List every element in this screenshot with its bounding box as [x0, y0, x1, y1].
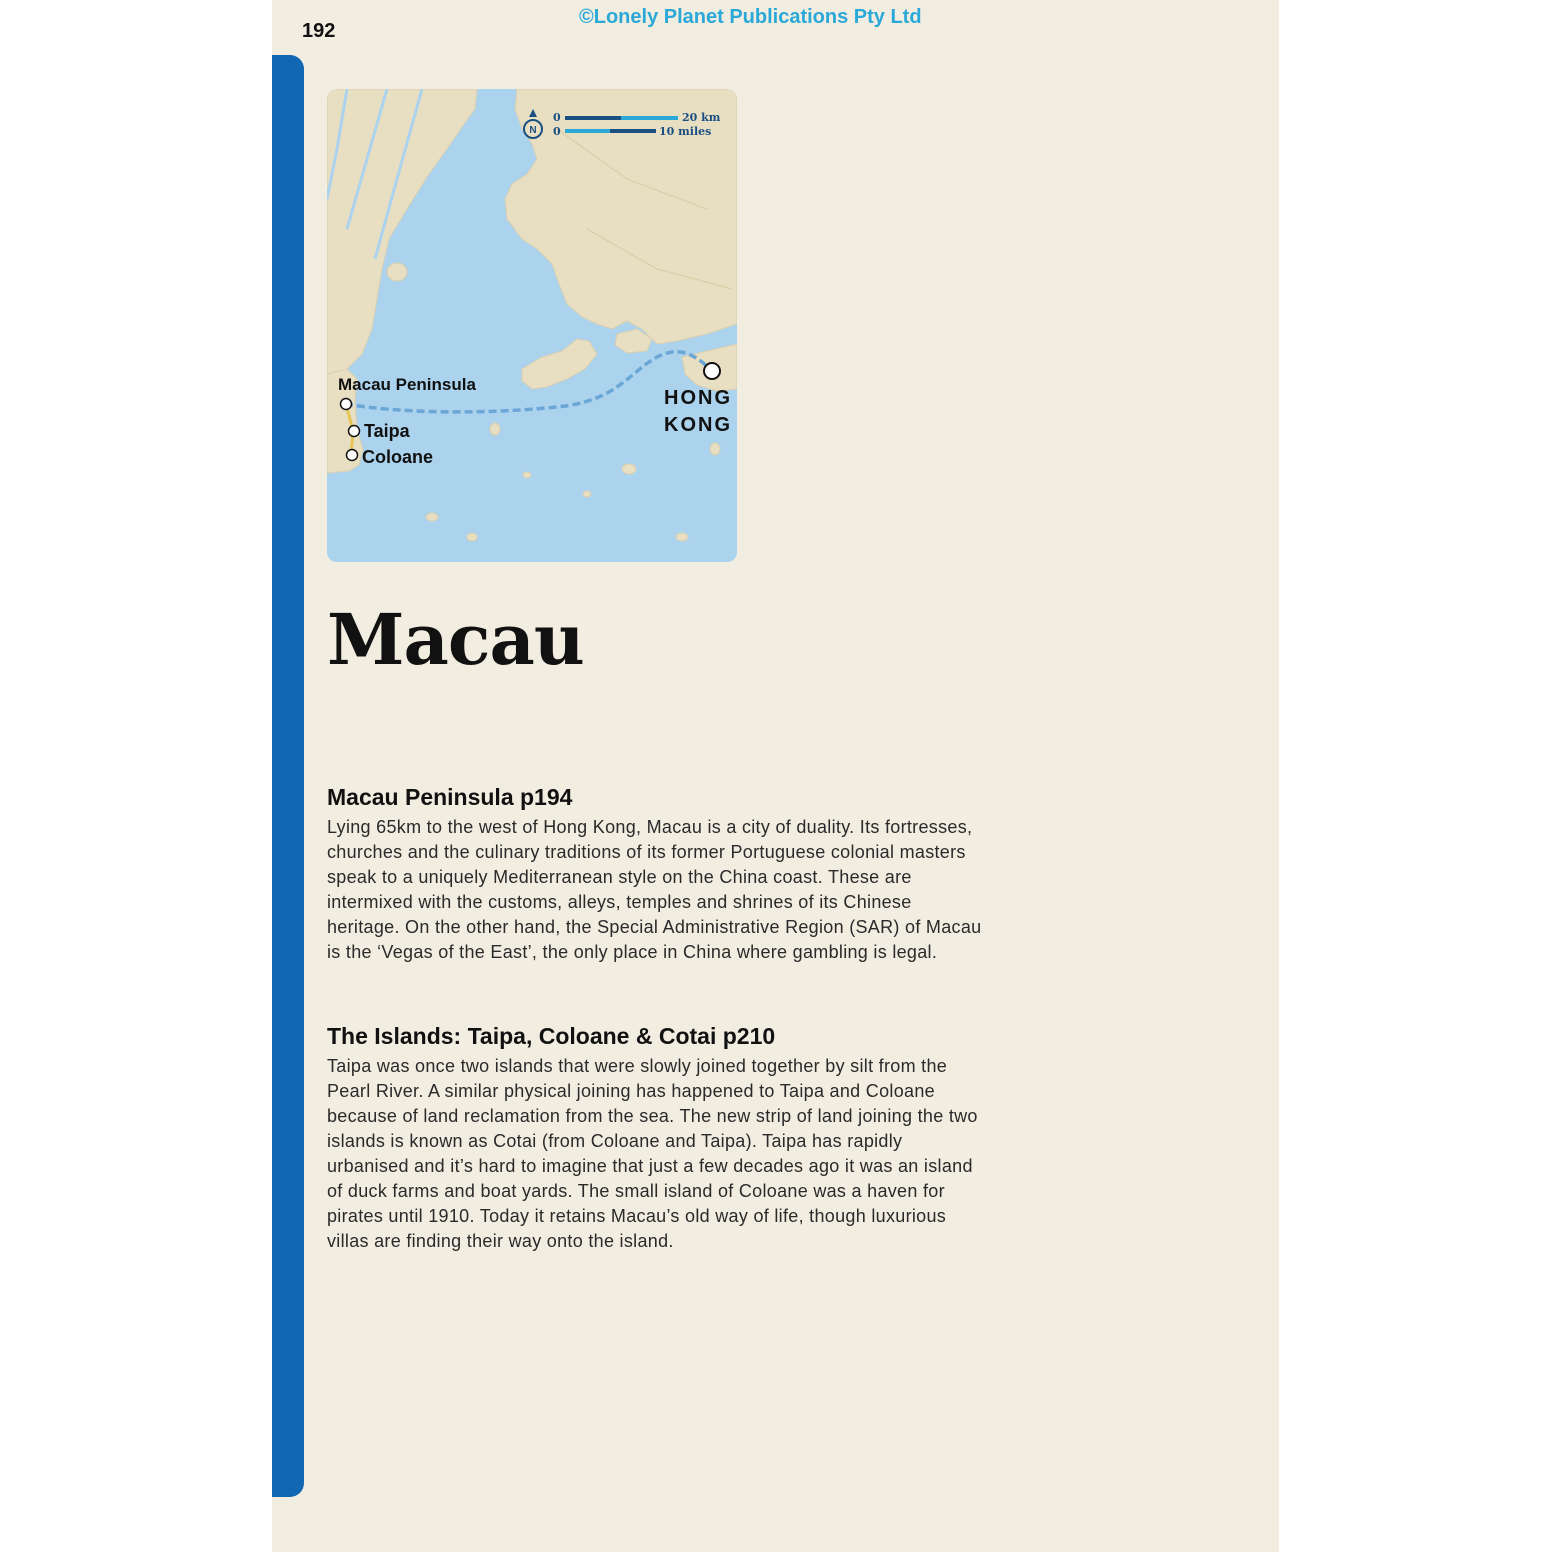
- map-land-northwest: [327, 89, 477, 374]
- page-title: Macau: [327, 598, 584, 681]
- map-land-lantau: [522, 339, 597, 389]
- svg-text:N: N: [529, 125, 537, 136]
- map-label-macau-peninsula: Macau Peninsula: [338, 375, 476, 394]
- section-body: Taipa was once two islands that were slowly joined together by silt from the Pearl River. A similar physical joining has happened to Taipa and Coloane because of land reclamation from the sea. The new strip of land joining the two islands is known as Cotai (from Coloane and Taipa). Taipa has rapidly urbanised and it’s hard to imagine that just a few decades ago it was an island of duck farms and boat yards. The small island of Coloane was a haven for pirates until 1910. Today it retains Macau’s old way of life, though luxurious villas are finding their way onto the island.: [327, 1056, 978, 1251]
- section-heading: Macau Peninsula p194: [327, 784, 573, 810]
- region-map: [327, 89, 737, 562]
- section-macau-peninsula: [327, 784, 987, 965]
- page-number: 192: [302, 20, 336, 42]
- section-heading: The Islands: Taipa, Coloane & Cotai p210: [327, 1023, 776, 1049]
- map-label-hong-kong: [664, 385, 732, 439]
- map-label-kong: KONG: [664, 414, 732, 436]
- section-body: Lying 65km to the west of Hong Kong, Macau is a city of duality. Its fortresses, churches and the culinary traditions of its former Portuguese colonial masters speak to a uniquely Mediterranean style on the China coast. These are intermixed with the customs, alleys, temples and shrines of its Chinese heritage. On the other hand, the Special Administrative Region (SAR) of Macau is the ‘Vegas of the East’, the only place in China where gambling is legal.: [327, 817, 982, 962]
- section-the-islands: [327, 1023, 987, 1254]
- chapter-side-band: [272, 55, 304, 1497]
- map-label-hong: HONG: [664, 387, 732, 409]
- marker-taipa: [349, 426, 360, 437]
- map-label-coloane: Coloane: [362, 447, 434, 467]
- marker-hong-kong: [704, 363, 720, 379]
- scale-km-label: 20 km: [682, 111, 721, 124]
- marker-macau-peninsula: [341, 399, 352, 410]
- map-graphic: [327, 89, 737, 562]
- marker-coloane: [347, 450, 358, 461]
- scale-miles-label: 10 miles: [659, 125, 712, 138]
- scale-km-zero: 0: [553, 111, 561, 124]
- copyright-notice: ©Lonely Planet Publications Pty Ltd: [579, 6, 922, 28]
- scale-miles-zero: 0: [553, 125, 561, 138]
- map-label-taipa: Taipa: [364, 421, 410, 441]
